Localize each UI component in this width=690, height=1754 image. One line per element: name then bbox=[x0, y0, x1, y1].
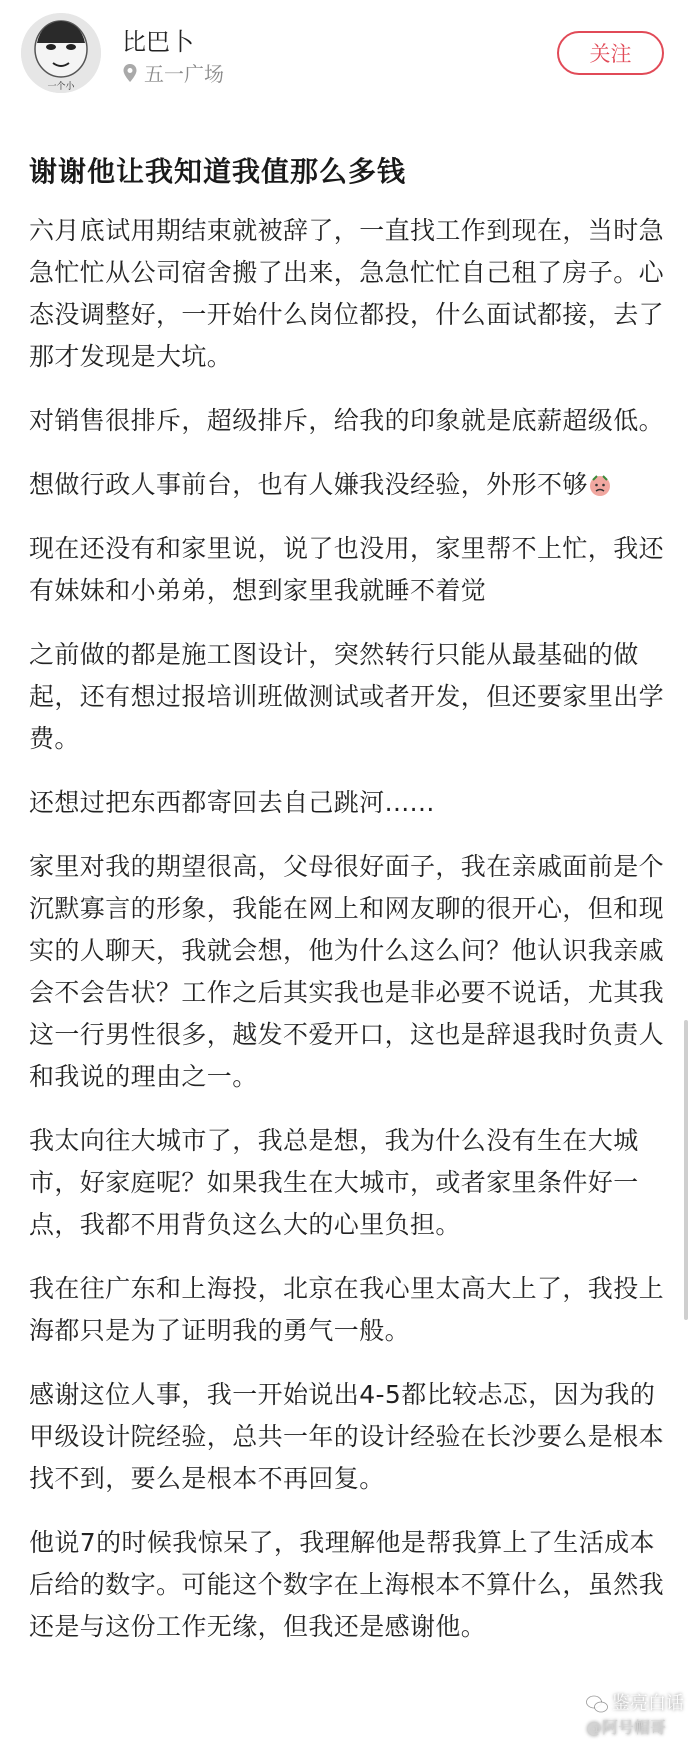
watermark-line1: 鉴亮白话 bbox=[612, 1693, 684, 1714]
scrollbar[interactable] bbox=[684, 1020, 688, 1320]
avatar[interactable] bbox=[21, 13, 101, 93]
avatar-meme-image bbox=[21, 13, 101, 93]
sad-face-emoji-icon bbox=[588, 473, 612, 497]
location[interactable] bbox=[122, 58, 224, 87]
location-label: 五一广场 bbox=[144, 62, 224, 86]
paragraph-text: 想做行政人事前台，也有人嫌我没经验，外形不够 bbox=[29, 470, 588, 499]
author-name[interactable]: 比巴卜 bbox=[122, 28, 194, 56]
paragraph: 六月底试用期结束就被辞了，一直找工作到现在，当时急急忙忙从公司宿舍搬了出来，急急忙忙自己租了房子。心态没调整好，一开始什么岗位都投，什么面试都接，去了那才发现是大坑。 bbox=[29, 216, 665, 371]
paragraph: 现在还没有和家里说，说了也没用，家里帮不上忙，我还有妹妹和小弟弟，想到家里我就睡不着觉 bbox=[29, 534, 665, 605]
watermark-line2: @阿号帽哥 bbox=[586, 1718, 667, 1737]
paragraph: 我在往广东和上海投，北京在我心里太高大上了，我投上海都只是为了证明我的勇气一般。 bbox=[29, 1274, 665, 1345]
post-title: 谢谢他让我知道我值那么多钱 bbox=[29, 155, 407, 188]
watermark bbox=[586, 1692, 684, 1740]
paragraph: 之前做的都是施工图设计，突然转行只能从最基础的做起，还有想过报培训班做测试或者开发，但还要家里出学费。 bbox=[29, 640, 665, 753]
post-body bbox=[29, 210, 669, 1670]
paragraph: 对销售很排斥，超级排斥，给我的印象就是底薪超级低。 bbox=[29, 406, 665, 435]
paragraph: 我太向往大城市了，我总是想，我为什么没有生在大城市，好家庭呢？如果我生在大城市，或者家里条件好一点，我都不用背负这么大的心里负担。 bbox=[29, 1126, 639, 1239]
paragraph: 他说7的时候我惊呆了，我理解他是帮我算上了生活成本后给的数字。可能这个数字在上海根本不算什么，虽然我还是与这份工作无缘，但我还是感谢他。 bbox=[29, 1528, 665, 1641]
follow-button[interactable]: 关注 bbox=[557, 31, 664, 75]
paragraph: 感谢这位人事，我一开始说出4-5都比较忐忑，因为我的甲级设计院经验，总共一年的设计经验在长沙要么是根本找不到，要么是根本不再回复。 bbox=[29, 1380, 665, 1493]
paragraph: 家里对我的期望很高，父母很好面子，我在亲戚面前是个沉默寡言的形象，我能在网上和网友聊的很开心，但和现实的人聊天，我就会想，他为什么这么问？他认识我亲戚会不会告状？工作之后其实我也是非必要不说话，尤其我这一行男性很多，越发不爱开口，这也是辞退我时负责人和我说的理由之一。 bbox=[29, 852, 665, 1091]
avatar-caption: 一个小 bbox=[47, 82, 75, 92]
location-pin-icon bbox=[122, 63, 138, 83]
paragraph-with-emoji bbox=[29, 464, 669, 506]
wechat-icon bbox=[586, 1695, 608, 1713]
paragraph: 还想过把东西都寄回去自己跳河...... bbox=[29, 788, 435, 817]
post-header bbox=[0, 0, 690, 105]
